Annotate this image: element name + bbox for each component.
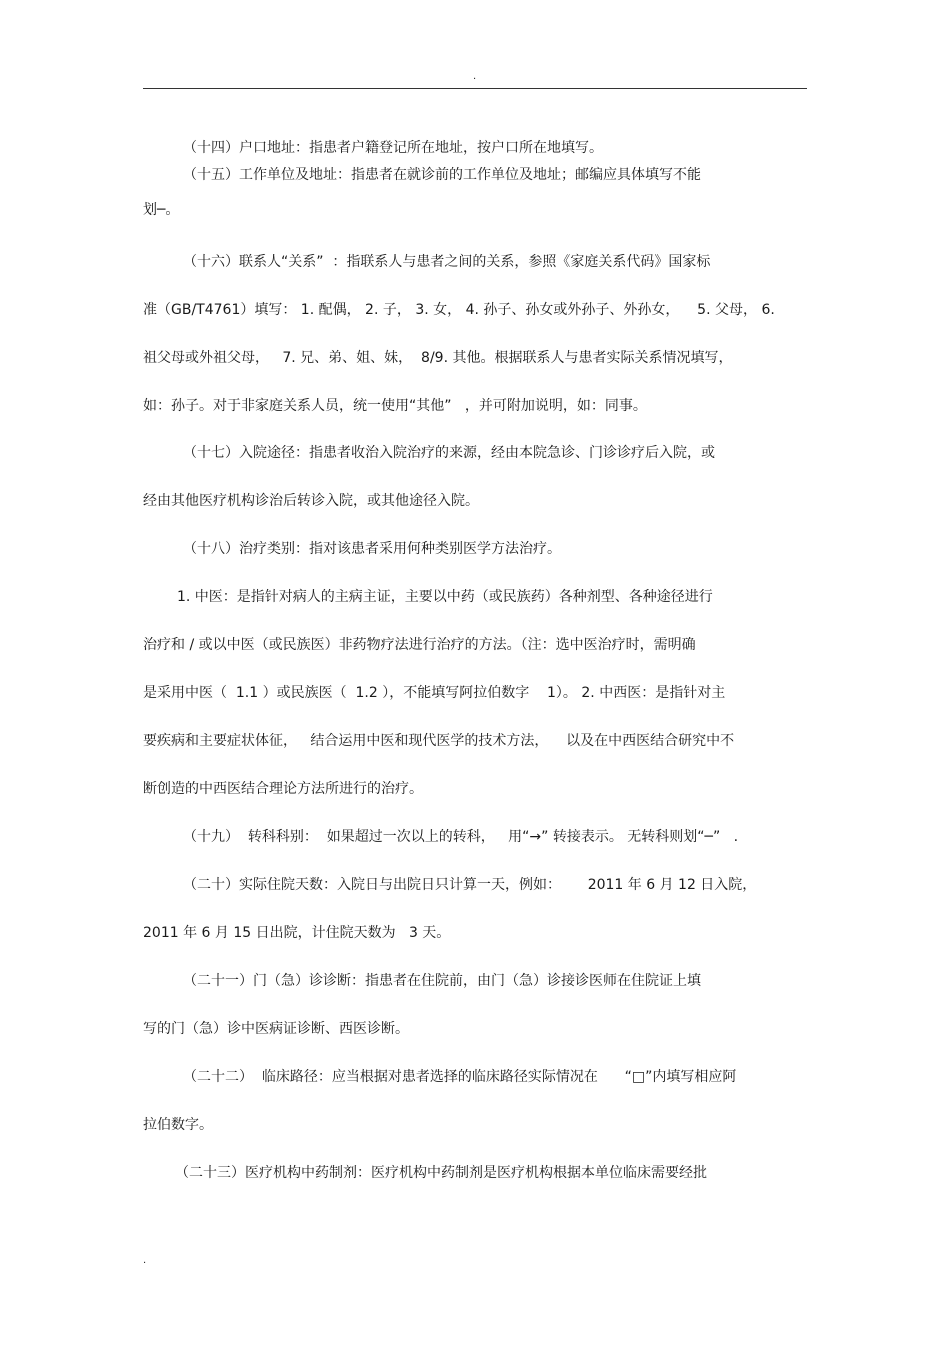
text-line: 要疾病和主要症状体征， 结合运用中医和现代医学的技术方法， 以及在中西医结合研究中不 xyxy=(143,733,735,749)
text-line: 拉伯数字。 xyxy=(143,1117,213,1133)
text-line: 1. 中医：是指针对病人的主病主证，主要以中药（或民族药）各种剂型、各种途径进行 xyxy=(177,589,713,605)
header-rule xyxy=(143,88,807,89)
text-line: （十六）联系人“关系” ：指联系人与患者之间的关系，参照《家庭关系代码》国家标 xyxy=(183,254,711,270)
text-line: （十八）治疗类别：指对该患者采用何种类别医学方法治疗。 xyxy=(183,541,561,557)
text-line: 祖父母或外祖父母， 7. 兄、弟、姐、妹， 8/9. 其他。根据联系人与患者实际关系情况填写， xyxy=(143,350,733,366)
text-line: 经由其他医疗机构诊治后转诊入院，或其他途径入院。 xyxy=(143,493,479,509)
text-line: （十九） 转科科别： 如果超过一次以上的转科， 用“→” 转接表示。 无转科则划“─” . xyxy=(183,829,739,845)
text-line: （二十三）医疗机构中药制剂：医疗机构中药制剂是医疗机构根据本单位临床需要经批 xyxy=(175,1165,707,1181)
footer-mark: . xyxy=(143,1255,147,1266)
header-mark: . xyxy=(473,71,477,82)
text-line: 2011 年 6 月 15 日出院，计住院天数为 3 天。 xyxy=(143,925,451,941)
text-line: 断创造的中西医结合理论方法所进行的治疗。 xyxy=(143,781,423,797)
text-line: （二十一）门（急）诊诊断：指患者在住院前，由门（急）诊接诊医师在住院证上填 xyxy=(183,973,701,989)
text-line: （二十二） 临床路径：应当根据对患者选择的临床路径实际情况在 “□”内填写相应阿 xyxy=(183,1069,737,1085)
text-line: （十四）户口地址：指患者户籍登记所在地址，按户口所在地填写。 xyxy=(183,140,603,156)
text-line: （二十）实际住院天数：入院日与出院日只计算一天，例如： 2011 年 6 月 12 日入院， xyxy=(183,877,757,893)
text-line: 是采用中医（ 1.1 ）或民族医（ 1.2 ），不能填写阿拉伯数字 1）。 2. 中西医：是指针对主 xyxy=(143,685,726,701)
text-line: 划─。 xyxy=(143,202,180,218)
text-line: 治疗和 / 或以中医（或民族医）非药物疗法进行治疗的方法。（注：选中医治疗时，需明确 xyxy=(143,637,696,653)
text-line: 准（GB/T4761）填写： 1. 配偶， 2. 子， 3. 女， 4. 孙子、孙女或外孙子、外孙女， 5. 父母， 6. xyxy=(143,302,775,318)
text-line: 如：孙子。对于非家庭关系人员，统一使用“其他” ，并可附加说明，如：同事。 xyxy=(143,398,647,414)
text-line: （十五）工作单位及地址：指患者在就诊前的工作单位及地址；邮编应具体填写不能 xyxy=(183,167,701,183)
text-line: 写的门（急）诊中医病证诊断、西医诊断。 xyxy=(143,1021,409,1037)
text-line: （十七）入院途径：指患者收治入院治疗的来源，经由本院急诊、门诊诊疗后入院，或 xyxy=(183,445,715,461)
